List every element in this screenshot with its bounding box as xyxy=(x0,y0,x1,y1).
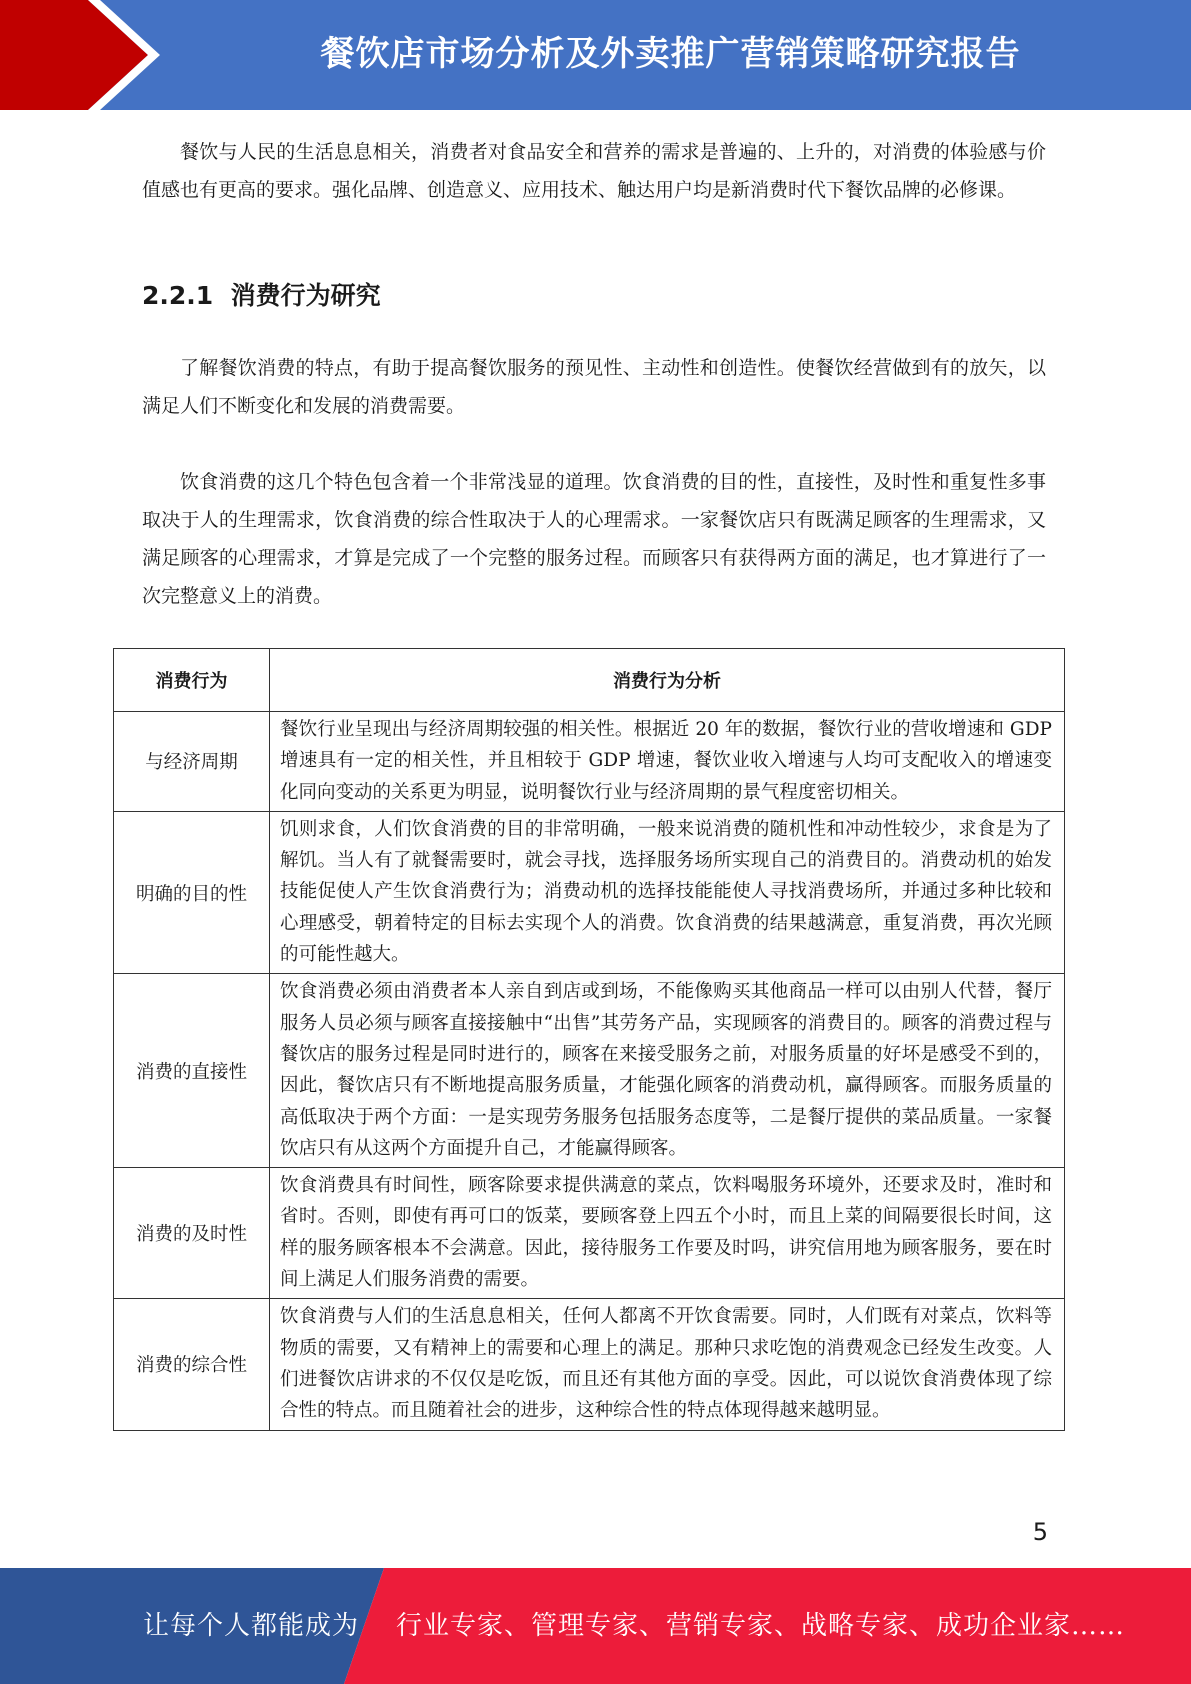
behavior-cell: 明确的目的性 xyxy=(114,811,270,973)
table-row xyxy=(114,1168,1065,1299)
table-row xyxy=(114,811,1065,973)
analysis-cell: 饥则求食，人们饮食消费的目的非常明确，一般来说消费的随机性和冲动性较少，求食是为了解饥。当人有了就餐需要时，就会寻找，选择服务场所实现自己的消费目的。消费动机的始发技能促使人产生饮食消费行为；消费动机的选择技能能使人寻找消费场所，并通过多种比较和心理感受，朝着特定的目标去实现个人的消费。饮食消费的结果越满意，重复消费，再次光顾的可能性越大。 xyxy=(270,811,1065,973)
behavior-cell: 消费的直接性 xyxy=(114,974,270,1168)
behavior-cell: 消费的综合性 xyxy=(114,1299,270,1430)
page-footer xyxy=(0,1568,1191,1684)
page-number: 5 xyxy=(1032,1518,1048,1546)
section-title: 消费行为研究 xyxy=(230,281,381,310)
footer-slogan-right: 行业专家、管理专家、营销专家、战略专家、成功企业家…… xyxy=(396,1611,1126,1641)
footer-slogan-left: 让每个人都能成为 xyxy=(143,1611,360,1641)
intro-paragraph: 餐饮与人民的生活息息相关，消费者对食品安全和营养的需求是普遍的、上升的，对消费的体验感与价值感也有更高的要求。强化品牌、创造意义、应用技术、触达用户均是新消费时代下餐饮品牌的必修课。 xyxy=(142,141,1046,201)
table-row xyxy=(114,1299,1065,1430)
table-row xyxy=(114,974,1065,1168)
analysis-cell: 饮食消费与人们的生活息息相关，任何人都离不开饮食需要。同时，人们既有对菜点，饮料等物质的需要，又有精神上的需要和心理上的满足。那种只求吃饱的消费观念已经发生改变。人们进餐饮店讲求的不仅仅是吃饭，而且还有其他方面的享受。因此，可以说饮食消费体现了综合性的特点。而且随着社会的进步，这种综合性的特点体现得越来越明显。 xyxy=(270,1299,1065,1430)
column-header-analysis: 消费行为分析 xyxy=(270,649,1065,712)
analysis-cell: 饮食消费必须由消费者本人亲自到店或到场，不能像购买其他商品一样可以由别人代替，餐厅服务人员必须与顾客直接接触中“出售”其劳务产品，实现顾客的消费目的。顾客的消费过程与餐饮店的服务过程是同时进行的，顾客在来接受服务之前，对服务质量的好坏是感受不到的，因此，餐饮店只有不断地提高服务质量，才能强化顾客的消费动机，赢得顾客。而服务质量的高低取决于两个方面：一是实现劳务服务包括服务态度等，二是餐厅提供的菜品质量。一家餐饮店只有从这两个方面提升自己，才能赢得顾客。 xyxy=(270,974,1065,1168)
section-number: 2.2.1 xyxy=(142,281,214,310)
column-header-behavior: 消费行为 xyxy=(114,649,270,712)
table-header-row xyxy=(114,649,1065,712)
features-paragraph: 了解餐饮消费的特点，有助于提高餐饮服务的预见性、主动性和创造性。使餐饮经营做到有的放矢，以满足人们不断变化和发展的消费需要。 xyxy=(142,357,1046,417)
section-heading xyxy=(142,272,381,320)
analysis-cell: 餐饮行业呈现出与经济周期较强的相关性。根据近 20 年的数据，餐饮行业的营收增速和 GDP 增速具有一定的相关性，并且相较于 GDP 增速，餐饮业收入增速与人均可支配收入的增速变化同向变动的关系更为明显，说明餐饮行业与经济周期的景气程度密切相关。 xyxy=(270,712,1065,812)
behavior-cell: 与经济周期 xyxy=(114,712,270,812)
analysis-cell: 饮食消费具有时间性，顾客除要求提供满意的菜点，饮料喝服务环境外，还要求及时，准时和省时。否则，即使有再可口的饭菜，要顾客登上四五个小时，而且上菜的间隔要很长时间，这样的服务顾客根本不会满意。因此，接待服务工作要及时吗，讲究信用地为顾客服务，要在时间上满足人们服务消费的需要。 xyxy=(270,1168,1065,1299)
page-header xyxy=(0,0,1191,110)
principle-paragraph: 饮食消费的这几个特色包含着一个非常浅显的道理。饮食消费的目的性，直接性，及时性和重复性多事取决于人的生理需求，饮食消费的综合性取决于人的心理需求。一家餐饮店只有既满足顾客的生理需求，又满足顾客的心理需求，才算是完成了一个完整的服务过程。而顾客只有获得两方面的满足，也才算进行了一次完整意义上的消费。 xyxy=(142,471,1046,607)
behavior-cell: 消费的及时性 xyxy=(114,1168,270,1299)
consumer-behavior-table xyxy=(113,648,1065,1431)
header-red-arrow xyxy=(0,0,148,110)
page-title: 餐饮店市场分析及外卖推广营销策略研究报告 xyxy=(320,34,1021,74)
header-arrow-decoration xyxy=(0,0,180,110)
table-row xyxy=(114,712,1065,812)
